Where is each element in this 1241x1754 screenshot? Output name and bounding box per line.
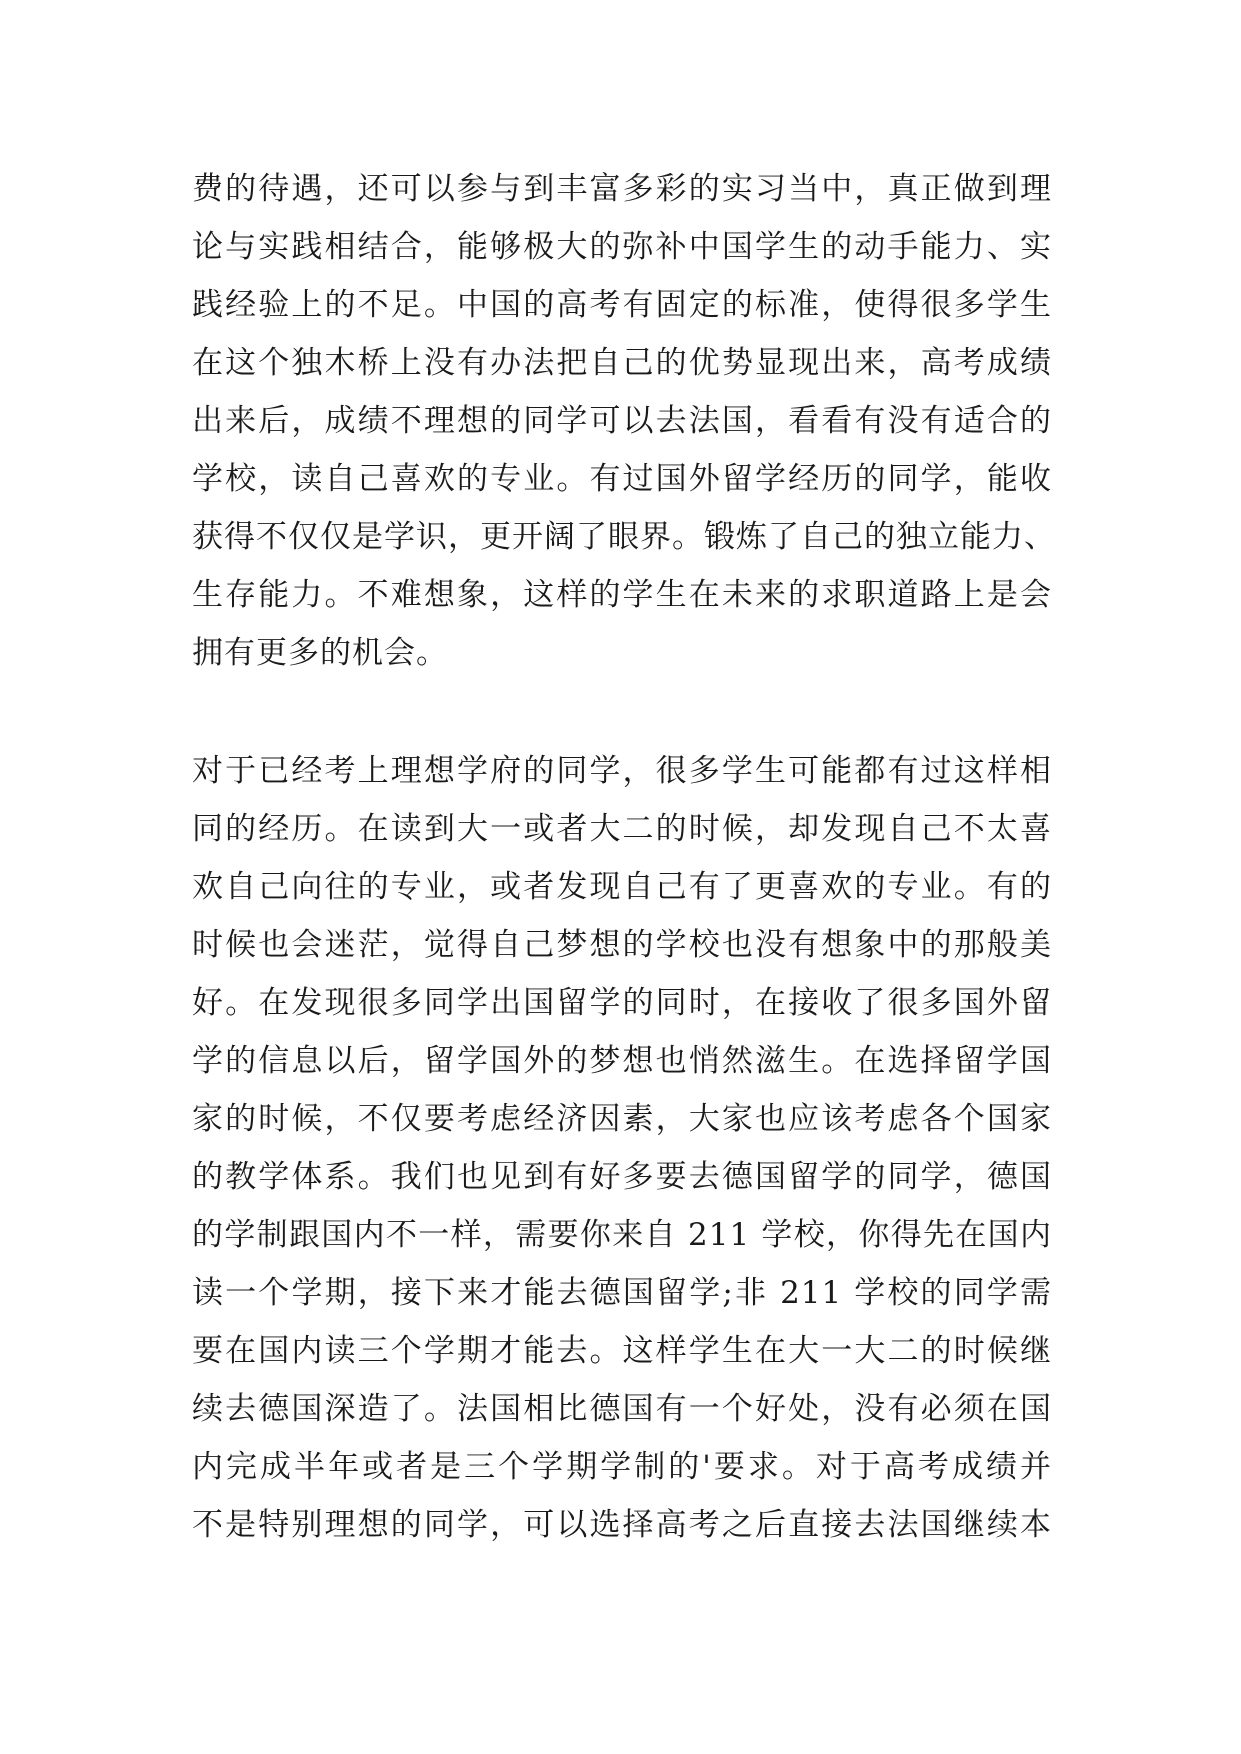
text-line: 内完成半年或者是三个学期学制的'要求。对于高考成绩并 — [192, 1449, 1052, 1485]
text-line: 践经验上的不足。中国的高考有固定的标准，使得很多学生 — [192, 287, 1052, 323]
text-line: 在这个独木桥上没有办法把自己的优势显现出来，高考成绩 — [192, 345, 1052, 381]
text-line: 获得不仅仅是学识，更开阔了眼界。锻炼了自己的独立能力、 — [192, 519, 1056, 555]
text-line: 家的时候，不仅要考虑经济因素，大家也应该考虑各个国家 — [192, 1101, 1052, 1137]
text-line: 论与实践相结合，能够极大的弥补中国学生的动手能力、实 — [192, 229, 1052, 265]
text-line-last: 拥有更多的机会。 — [192, 635, 448, 671]
text-line: 不是特别理想的同学，可以选择高考之后直接去法国继续本 — [192, 1507, 1052, 1543]
text-line: 读一个学期，接下来才能去德国留学;非 211 学校的同学需 — [192, 1275, 1052, 1311]
text-line: 费的待遇，还可以参与到丰富多彩的实习当中，真正做到理 — [192, 171, 1052, 207]
text-line: 时候也会迷茫，觉得自己梦想的学校也没有想象中的那般美 — [192, 927, 1052, 963]
text-line: 欢自己向往的专业，或者发现自己有了更喜欢的专业。有的 — [192, 869, 1052, 905]
text-line: 对于已经考上理想学府的同学，很多学生可能都有过这样相 — [192, 753, 1052, 789]
paragraph-1 — [192, 160, 1056, 682]
text-line: 学校，读自己喜欢的专业。有过国外留学经历的同学，能收 — [192, 461, 1052, 497]
text-line: 要在国内读三个学期才能去。这样学生在大一大二的时候继 — [192, 1333, 1052, 1369]
text-line: 续去德国深造了。法国相比德国有一个好处，没有必须在国 — [192, 1391, 1052, 1427]
paragraph-2 — [192, 742, 1052, 1554]
text-line: 同的经历。在读到大一或者大二的时候，却发现自己不太喜 — [192, 811, 1052, 847]
text-line: 出来后，成绩不理想的同学可以去法国，看看有没有适合的 — [192, 403, 1052, 439]
text-line: 好。在发现很多同学出国留学的同时，在接收了很多国外留 — [192, 985, 1052, 1021]
text-line: 的教学体系。我们也见到有好多要去德国留学的同学，德国 — [192, 1159, 1052, 1195]
text-line: 学的信息以后，留学国外的梦想也悄然滋生。在选择留学国 — [192, 1043, 1052, 1079]
text-line: 的学制跟国内不一样，需要你来自 211 学校，你得先在国内 — [192, 1217, 1052, 1253]
text-line: 生存能力。不难想象，这样的学生在未来的求职道路上是会 — [192, 577, 1052, 613]
